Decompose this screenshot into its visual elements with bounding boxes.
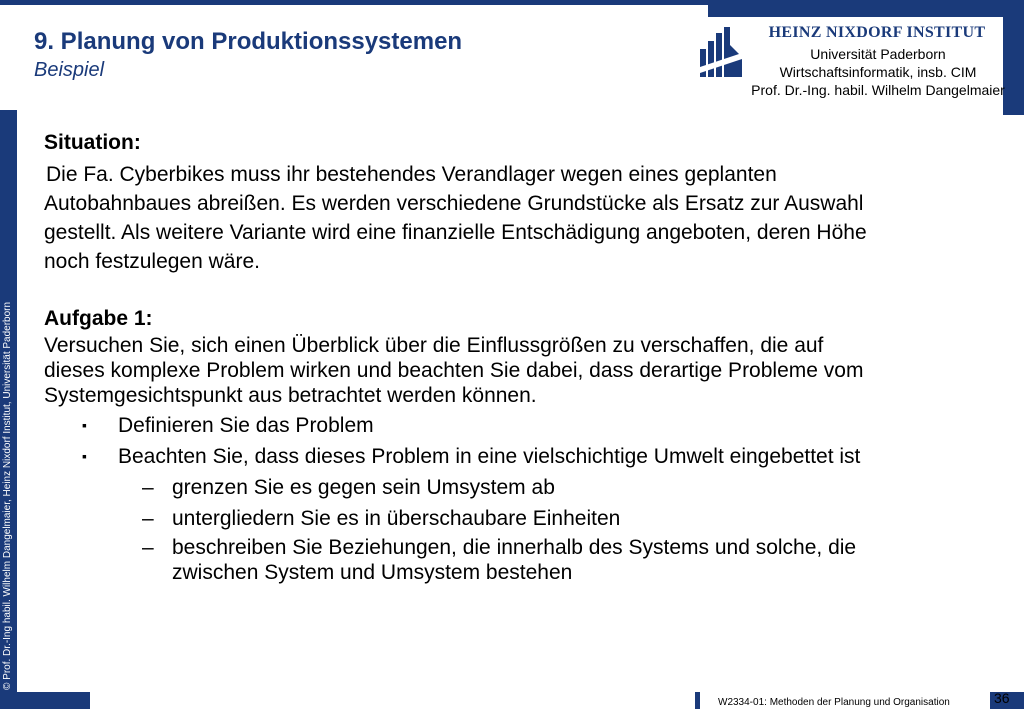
slide-subtitle: Beispiel — [34, 59, 105, 81]
list-item — [44, 504, 1004, 533]
hni-logo-icon — [700, 27, 742, 79]
subitem-text: zwischen System und Umsystem bestehen — [172, 561, 573, 584]
footer-course: W2334-01: Methoden der Planung und Organisation — [718, 697, 950, 708]
slide-body — [44, 128, 1004, 585]
bullet-text: Beachten Sie, dass dieses Problem in eine vielschichtige Umwelt eingebettet ist — [118, 445, 861, 468]
subitem-text: beschreiben Sie Beziehungen, die innerhalb des Systems und solche, die — [172, 536, 857, 559]
subitem-text: grenzen Sie es gegen sein Umsystem ab — [172, 476, 555, 499]
bullet-icon: ▪ — [82, 417, 87, 433]
situation-text-line: Autobahnbaues abreißen. Es werden verschiedene Grundstücke als Ersatz zur Auswahl — [44, 192, 864, 215]
dash-icon: – — [142, 507, 154, 530]
bullet-text: Definieren Sie das Problem — [118, 414, 374, 437]
institute-university: Universität Paderborn — [810, 46, 946, 62]
situation-text-line: gestellt. Als weitere Variante wird eine finanzielle Entschädigung angeboten, deren Höhe — [44, 221, 867, 244]
list-item — [44, 535, 1004, 560]
side-copyright: © Prof. Dr.-Ing habil. Wilhelm Dangelmaier, Heinz Nixdorf Institut, Universität Paderborn — [2, 301, 13, 690]
institute-department: Wirtschaftsinformatik, insb. CIM — [779, 64, 977, 80]
list-item — [44, 411, 1004, 440]
dash-icon: – — [142, 476, 154, 499]
situation-text-line: Die Fa. Cyberbikes muss ihr bestehendes Verandlager wegen eines geplanten — [46, 163, 777, 186]
top-right-frame-bar — [708, 0, 1024, 17]
list-item — [44, 473, 1004, 502]
bottom-frame-gap — [90, 692, 695, 709]
task-text-line: Systemgesichtspunkt aus betrachtet werden können. — [44, 384, 537, 407]
institute-name: HEINZ NIXDORF INSTITUT — [768, 24, 986, 41]
situation-text-line: noch festzulegen wäre. — [44, 250, 260, 273]
institute-professor: Prof. Dr.-Ing. habil. Wilhelm Dangelmaier — [751, 82, 1005, 98]
slide-title: 9. Planung von Produktionssystemen — [34, 28, 463, 55]
task-heading: Aufgabe 1: — [44, 307, 153, 330]
task-text-line: Versuchen Sie, sich einen Überblick über die Einflussgrößen zu verschaffen, die auf — [44, 334, 824, 357]
bullet-icon: ▪ — [82, 448, 87, 464]
page-number: 36 — [994, 690, 1010, 706]
situation-heading — [44, 128, 1004, 157]
subitem-text: untergliedern Sie es in überschaubare Einheiten — [172, 507, 621, 530]
situation-label: Situation: — [44, 131, 141, 154]
list-item-continuation — [44, 560, 1004, 585]
top-frame-bar — [0, 0, 710, 5]
task-text-line: dieses komplexe Problem wirken und beachten Sie dabei, dass derartige Probleme vom — [44, 359, 864, 382]
list-item — [44, 442, 1004, 471]
dash-icon: – — [142, 536, 154, 559]
